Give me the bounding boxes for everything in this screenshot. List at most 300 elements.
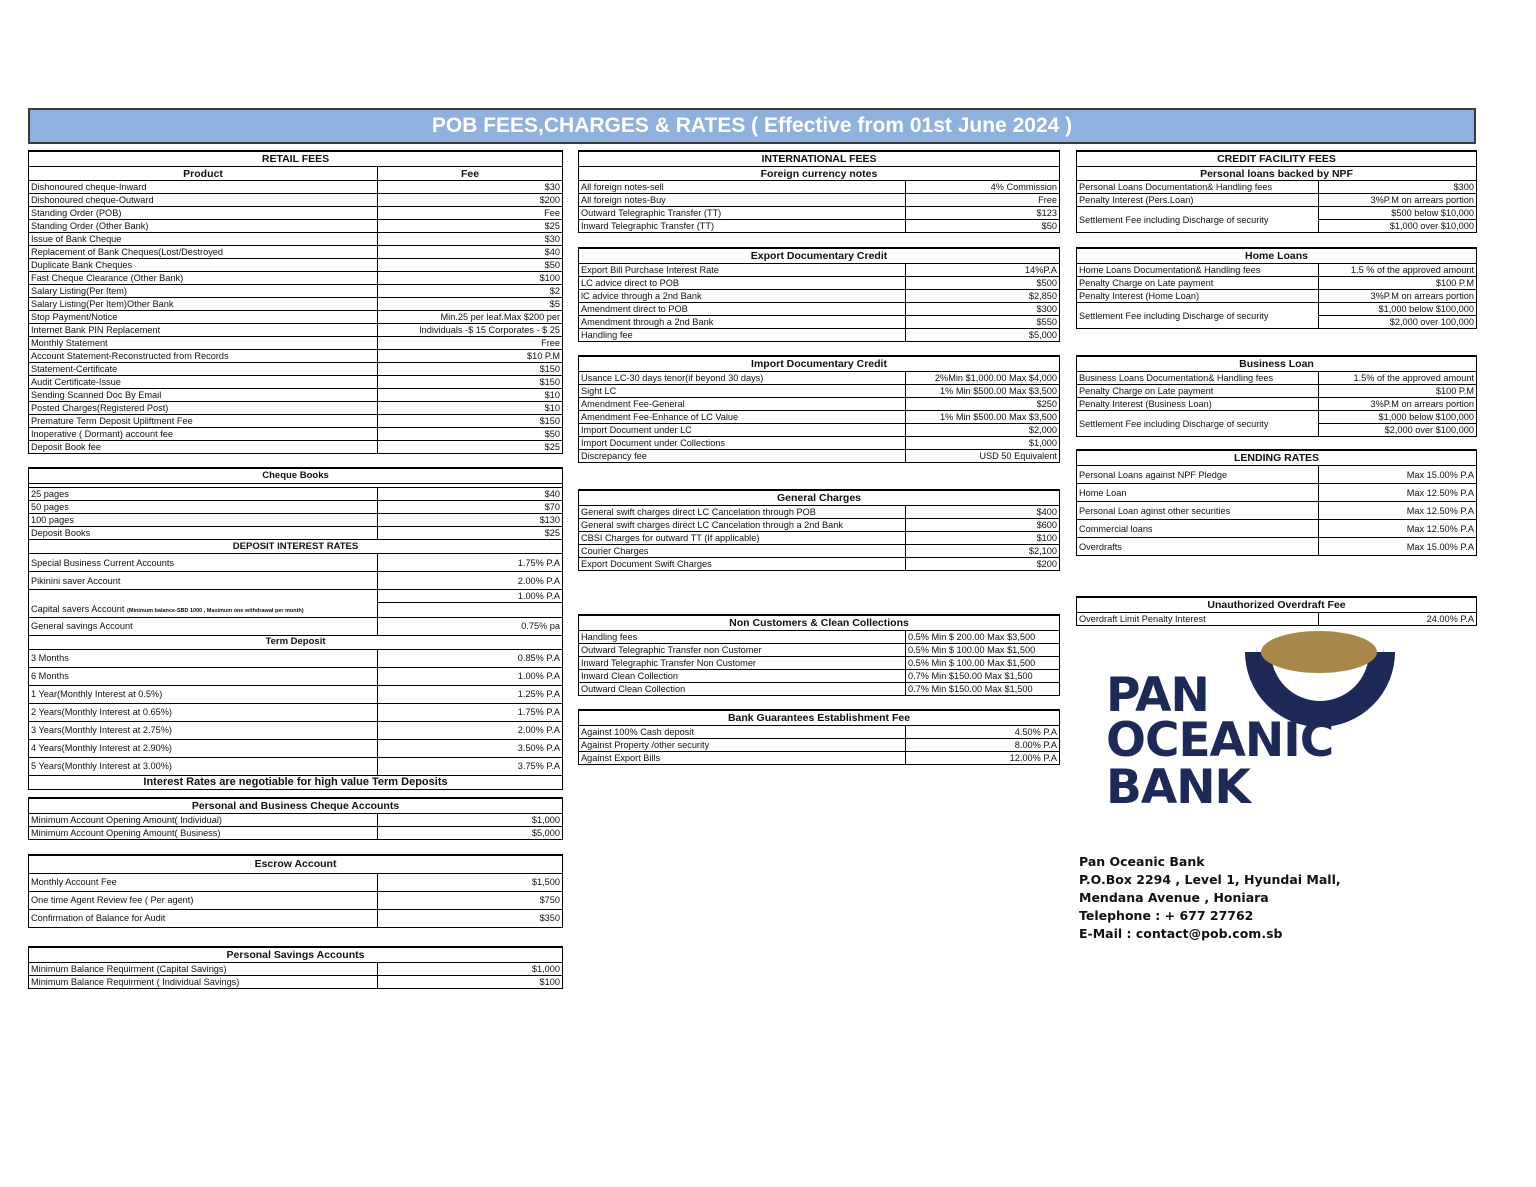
table-row bbox=[29, 721, 563, 739]
table-row-label: Amendment direct to POB bbox=[579, 303, 906, 316]
table-row-value: 3%P.M on arrears portion bbox=[1319, 398, 1477, 411]
table-row-value: $600 bbox=[906, 519, 1060, 532]
table-row-value: $2,850 bbox=[906, 290, 1060, 303]
table-row bbox=[1077, 194, 1477, 207]
table-row-label: Fast Cheque Clearance (Other Bank) bbox=[29, 272, 378, 285]
home-loans-table bbox=[1076, 247, 1477, 329]
international-heading: INTERNATIONAL FEES bbox=[579, 151, 1060, 167]
table-row-label: Personal Loan aginst other securities bbox=[1077, 502, 1319, 520]
table-row bbox=[29, 259, 563, 272]
table-row bbox=[29, 649, 563, 667]
table-row-value: $50 bbox=[378, 259, 563, 272]
table-row-value: 2%Min $1,000.00 Max $4,000 bbox=[906, 372, 1060, 385]
table-row-value: USD 50 Equivalent bbox=[906, 450, 1060, 463]
table-row-value: $40 bbox=[378, 488, 563, 501]
table-row bbox=[1077, 538, 1477, 556]
table-row bbox=[1077, 385, 1477, 398]
table-row bbox=[1077, 181, 1477, 194]
table-row bbox=[29, 667, 563, 685]
table-row bbox=[579, 450, 1060, 463]
overdraft-table bbox=[1076, 596, 1477, 626]
table-row-value: 1.5 % of the approved amount bbox=[1319, 264, 1477, 277]
table-row-value: Free bbox=[378, 337, 563, 350]
table-row-value: 3%P.M on arrears portion bbox=[1319, 290, 1477, 303]
table-row-value: $10 bbox=[378, 402, 563, 415]
table-row-label: Amendment Fee-Enhance of LC Value bbox=[579, 411, 906, 424]
credit-heading: CREDIT FACILITY FEES bbox=[1077, 151, 1477, 167]
table-row-label: 50 pages bbox=[29, 501, 378, 514]
table-row-value: $150 bbox=[378, 376, 563, 389]
table-row bbox=[29, 389, 563, 402]
lending-rates-table bbox=[1076, 449, 1477, 556]
table-row-value: Individuals -$ 15 Corporates - $ 25 bbox=[378, 324, 563, 337]
table-row bbox=[579, 220, 1060, 233]
table-row-value: 12.00% P.A bbox=[906, 752, 1060, 765]
retail-heading: RETAIL FEES bbox=[29, 151, 563, 167]
table-row bbox=[29, 233, 563, 246]
retail-fees-table bbox=[28, 150, 563, 454]
business-loan-heading: Business Loan bbox=[1077, 356, 1477, 372]
table-row-label: Discrepancy fee bbox=[579, 450, 906, 463]
table-row bbox=[579, 631, 1060, 644]
table-row bbox=[29, 272, 563, 285]
escrow-heading: Escrow Account bbox=[29, 855, 563, 874]
savings-table bbox=[28, 946, 563, 989]
table-row bbox=[29, 757, 563, 775]
table-row-label: Usance LC-30 days tenor(if beyond 30 days) bbox=[579, 372, 906, 385]
table-row-label: Deposit Book fee bbox=[29, 441, 378, 454]
table-row-label: Outward Telegraphic Transfer non Customer bbox=[579, 644, 906, 657]
table-row bbox=[1077, 502, 1477, 520]
table-row-value: Max 12.50% P.A bbox=[1319, 502, 1477, 520]
table-row-value: $300 bbox=[906, 303, 1060, 316]
table-row-label: Against 100% Cash deposit bbox=[579, 726, 906, 739]
table-row-value: $70 bbox=[378, 501, 563, 514]
table-row-value: $10 bbox=[378, 389, 563, 402]
table-row-value: Free bbox=[906, 194, 1060, 207]
table-row-label: Amendment Fee-General bbox=[579, 398, 906, 411]
table-row-value: Max 15.00% P.A bbox=[1319, 466, 1477, 484]
table-row-value: $100 P.M bbox=[1319, 385, 1477, 398]
settlement-value: $2,000 over $100,000 bbox=[1319, 424, 1477, 437]
table-row bbox=[29, 376, 563, 389]
table-row-label: Sight LC bbox=[579, 385, 906, 398]
table-row-label: Inoperative ( Dormant) account fee bbox=[29, 428, 378, 441]
table-row-label: 100 pages bbox=[29, 514, 378, 527]
table-row bbox=[579, 752, 1060, 765]
table-row-value: $40 bbox=[378, 246, 563, 259]
table-row-value: $1,000 bbox=[906, 437, 1060, 450]
table-row-value: 1% Min $500.00 Max $3,500 bbox=[906, 385, 1060, 398]
term-deposit-heading: Term Deposit bbox=[29, 635, 563, 649]
table-row-value: 3.75% P.A bbox=[378, 757, 563, 775]
table-row-value: 14%P.A bbox=[906, 264, 1060, 277]
table-row bbox=[579, 411, 1060, 424]
table-row-label: 6 Months bbox=[29, 667, 378, 685]
bank-logo bbox=[1106, 626, 1396, 816]
table-row-label: Special Business Current Accounts bbox=[29, 554, 378, 572]
table-row-label: Salary Listing(Per Item)Other Bank bbox=[29, 298, 378, 311]
table-row-label: Penalty Charge on Late payment bbox=[1077, 385, 1319, 398]
table-row-label: Audit Certificate-Issue bbox=[29, 376, 378, 389]
table-row bbox=[579, 290, 1060, 303]
table-row-label: Home Loans Documentation& Handling fees bbox=[1077, 264, 1319, 277]
table-row bbox=[579, 437, 1060, 450]
table-row bbox=[29, 415, 563, 428]
table-row-label: General swift charges direct LC Cancelation through a 2nd Bank bbox=[579, 519, 906, 532]
table-row-value: $2,000 bbox=[906, 424, 1060, 437]
table-row-value: $10 P.M bbox=[378, 350, 563, 363]
table-row-label: Salary Listing(Per Item) bbox=[29, 285, 378, 298]
table-row-label: 3 Months bbox=[29, 649, 378, 667]
table-row bbox=[579, 683, 1060, 696]
table-row-value: $200 bbox=[906, 558, 1060, 571]
table-row-label: Personal Loans against NPF Pledge bbox=[1077, 466, 1319, 484]
table-row-value: $150 bbox=[378, 415, 563, 428]
table-row-label: Export Document Swift Charges bbox=[579, 558, 906, 571]
savings-heading: Personal Savings Accounts bbox=[29, 947, 563, 963]
table-row-value: Min.25 per leaf.Max $200 per bbox=[378, 311, 563, 324]
table-row bbox=[29, 873, 563, 891]
table-row-value: $123 bbox=[906, 207, 1060, 220]
table-row bbox=[579, 545, 1060, 558]
product-header: Product bbox=[29, 167, 378, 181]
table-row-value: 0.5% Min $ 200.00 Max $3,500 bbox=[906, 631, 1060, 644]
contact-address: P.O.Box 2294 , Level 1, Hyundai Mall, bbox=[1079, 872, 1341, 887]
table-row-value: Max 15.00% P.A bbox=[1319, 538, 1477, 556]
table-row-label: Against Export Bills bbox=[579, 752, 906, 765]
table-row-value: $750 bbox=[378, 891, 563, 909]
table-row-label: Personal Loans Documentation& Handling fees bbox=[1077, 181, 1319, 194]
table-row bbox=[29, 909, 563, 927]
table-row-value: 3.50% P.A bbox=[378, 739, 563, 757]
table-row-value: $100 bbox=[378, 975, 563, 988]
table-row-label: All foreign notes-sell bbox=[579, 181, 906, 194]
table-row-label: Penalty Interest (Pers.Loan) bbox=[1077, 194, 1319, 207]
settlement-label: Settlement Fee including Discharge of security bbox=[1077, 207, 1319, 233]
table-row-label: Internet Bank PIN Replacement bbox=[29, 324, 378, 337]
table-row-label: General swift charges direct LC Cancelation through POB bbox=[579, 506, 906, 519]
table-row-value: 24.00% P.A bbox=[1319, 613, 1477, 626]
table-row-label: Sending Scanned Doc By Email bbox=[29, 389, 378, 402]
foreign-notes-heading: Foreign currency notes bbox=[579, 167, 1060, 181]
cheque-accounts-heading: Personal and Business Cheque Accounts bbox=[29, 798, 563, 814]
table-row-label: Commercial loans bbox=[1077, 520, 1319, 538]
table-row bbox=[1077, 372, 1477, 385]
table-row-label: Replacement of Bank Cheques(Lost/Destroyed bbox=[29, 246, 378, 259]
cheque-books-heading: Cheque Books bbox=[29, 468, 563, 484]
table-row-value: $2,100 bbox=[906, 545, 1060, 558]
import-lc-heading: Import Documentary Credit bbox=[579, 356, 1060, 372]
table-row-value: 1% Min $500.00 Max $3,500 bbox=[906, 411, 1060, 424]
table-row bbox=[29, 514, 563, 527]
table-row bbox=[29, 194, 563, 207]
table-row bbox=[579, 532, 1060, 545]
table-row-value: $100 bbox=[906, 532, 1060, 545]
table-row-label: Minimum Account Opening Amount( Individual) bbox=[29, 813, 378, 826]
table-row-value: 4% Commission bbox=[906, 181, 1060, 194]
table-row-label: 3 Years(Monthly Interest at 2.75%) bbox=[29, 721, 378, 739]
table-row-label: Standing Order (Other Bank) bbox=[29, 220, 378, 233]
table-row bbox=[579, 558, 1060, 571]
table-row bbox=[579, 739, 1060, 752]
general-charges-heading: General Charges bbox=[579, 490, 1060, 506]
table-row-label: Penalty Interest (Home Loan) bbox=[1077, 290, 1319, 303]
table-row bbox=[29, 220, 563, 233]
table-row bbox=[579, 329, 1060, 342]
table-row bbox=[579, 519, 1060, 532]
table-row bbox=[579, 398, 1060, 411]
table-row-value: $550 bbox=[906, 316, 1060, 329]
table-row-label: Duplicate Bank Cheques bbox=[29, 259, 378, 272]
table-row-value: $25 bbox=[378, 441, 563, 454]
table-row bbox=[579, 264, 1060, 277]
table-row bbox=[29, 363, 563, 376]
table-row bbox=[579, 303, 1060, 316]
contact-street: Mendana Avenue , Honiara bbox=[1079, 890, 1269, 905]
table-row-value: $30 bbox=[378, 233, 563, 246]
escrow-table bbox=[28, 854, 563, 928]
table-row-label: Overdraft Limit Penalty Interest bbox=[1077, 613, 1319, 626]
table-row-value: 3%P.M on arrears portion bbox=[1319, 194, 1477, 207]
table-row bbox=[579, 372, 1060, 385]
table-row bbox=[579, 277, 1060, 290]
settlement-value: $2,000 over 100,000 bbox=[1319, 316, 1477, 329]
export-lc-heading: Export Documentary Credit bbox=[579, 248, 1060, 264]
table-row bbox=[29, 488, 563, 501]
table-row bbox=[29, 337, 563, 350]
table-row bbox=[29, 324, 563, 337]
table-row-label: Home Loan bbox=[1077, 484, 1319, 502]
table-row-label: Against Property /other security bbox=[579, 739, 906, 752]
table-row bbox=[1077, 290, 1477, 303]
table-row bbox=[579, 670, 1060, 683]
table-row-value: $25 bbox=[378, 220, 563, 233]
table-row-label: LC advice direct to POB bbox=[579, 277, 906, 290]
settlement-label: Settlement Fee including Discharge of security bbox=[1077, 411, 1319, 437]
table-row bbox=[29, 527, 563, 540]
table-row-value: $130 bbox=[378, 514, 563, 527]
export-lc-table bbox=[578, 247, 1060, 342]
table-row-label: CBSI Charges for outward TT (If applicable) bbox=[579, 532, 906, 545]
contact-block bbox=[1079, 853, 1341, 943]
contact-telephone: Telephone : + 677 27762 bbox=[1079, 908, 1254, 923]
table-row-label: Standing Order (POB) bbox=[29, 207, 378, 220]
table-row-label: Premature Term Deposit Upliftment Fee bbox=[29, 415, 378, 428]
table-row-label: Minimum Balance Requirment (Capital Savings) bbox=[29, 962, 378, 975]
cheque-books-table bbox=[28, 467, 563, 790]
table-row-value: 1.00% P.A bbox=[378, 667, 563, 685]
table-row-value: 4.50% P.A bbox=[906, 726, 1060, 739]
settlement-value: $500 below $10,000 bbox=[1319, 207, 1477, 220]
table-row bbox=[1077, 398, 1477, 411]
table-row-label: Inward Telegraphic Transfer Non Customer bbox=[579, 657, 906, 670]
table-row-label: 25 pages bbox=[29, 488, 378, 501]
capital-savers-label: Capital savers Account bbox=[31, 603, 125, 614]
table-row-label: Monthly Account Fee bbox=[29, 873, 378, 891]
table-row-label: Business Loans Documentation& Handling fees bbox=[1077, 372, 1319, 385]
npf-loans-heading: Personal loans backed by NPF bbox=[1077, 167, 1477, 181]
table-row-value: Fee bbox=[378, 207, 563, 220]
table-row-label: Penalty Charge on Late payment bbox=[1077, 277, 1319, 290]
table-row-label: lC advice through a 2nd Bank bbox=[579, 290, 906, 303]
capital-savers-note: (Minimum balance-SBD 1000 , Maximum one withdrawal per month) bbox=[127, 607, 304, 614]
table-row-label: Inward Telegraphic Transfer (TT) bbox=[579, 220, 906, 233]
table-row bbox=[579, 194, 1060, 207]
table-row-value: 0.85% P.A bbox=[378, 649, 563, 667]
table-row-label: 2 Years(Monthly Interest at 0.65%) bbox=[29, 703, 378, 721]
table-row-label: Confirmation of Balance for Audit bbox=[29, 909, 378, 927]
table-row-value: 0.5% Min $ 100.00 Max $1,500 bbox=[906, 657, 1060, 670]
international-table bbox=[578, 150, 1060, 233]
table-row bbox=[1077, 277, 1477, 290]
contact-name: Pan Oceanic Bank bbox=[1079, 854, 1205, 869]
table-row-label: 4 Years(Monthly Interest at 2.90%) bbox=[29, 739, 378, 757]
table-row-value: $150 bbox=[378, 363, 563, 376]
table-row-label: Outward Telegraphic Transfer (TT) bbox=[579, 207, 906, 220]
table-row bbox=[29, 739, 563, 757]
table-row-label: Monthly Statement bbox=[29, 337, 378, 350]
table-row-value: $300 bbox=[1319, 181, 1477, 194]
table-row-value: 2.00% P.A bbox=[378, 572, 563, 590]
table-row bbox=[29, 813, 563, 826]
deposit-rates-heading: DEPOSIT INTEREST RATES bbox=[29, 540, 563, 554]
capital-savers-rate: 1.00% P.A bbox=[378, 590, 563, 603]
table-row-value: $5 bbox=[378, 298, 563, 311]
table-row-value: 0.5% Min $ 100.00 Max $1,500 bbox=[906, 644, 1060, 657]
table-row-value: $250 bbox=[906, 398, 1060, 411]
table-row-label: Handling fee bbox=[579, 329, 906, 342]
contact-email[interactable]: E-Mail : contact@pob.com.sb bbox=[1079, 926, 1283, 941]
table-row bbox=[29, 285, 563, 298]
table-row bbox=[579, 644, 1060, 657]
non-customers-table bbox=[578, 614, 1060, 696]
table-row-value: $2 bbox=[378, 285, 563, 298]
table-row-value: 0.75% pa bbox=[378, 617, 563, 635]
table-row-value: 1.5% of the approved amount bbox=[1319, 372, 1477, 385]
table-row bbox=[579, 316, 1060, 329]
table-row-label: Dishonoured cheque-Outward bbox=[29, 194, 378, 207]
table-row-label: Outward Clean Collection bbox=[579, 683, 906, 696]
table-row-label: Stop Payment/Notice bbox=[29, 311, 378, 324]
table-row bbox=[579, 181, 1060, 194]
table-row-label: Overdrafts bbox=[1077, 538, 1319, 556]
non-customers-heading: Non Customers & Clean Collections bbox=[579, 615, 1060, 631]
table-row-value: 1.25% P.A bbox=[378, 685, 563, 703]
table-row-value: 1.75% P.A bbox=[378, 703, 563, 721]
table-row-label: 1 Year(Monthly Interest at 0.5%) bbox=[29, 685, 378, 703]
table-row bbox=[1077, 520, 1477, 538]
table-row bbox=[29, 181, 563, 194]
table-row-value: $25 bbox=[378, 527, 563, 540]
table-row-label: Minimum Account Opening Amount( Business) bbox=[29, 826, 378, 839]
table-row-label: All foreign notes-Buy bbox=[579, 194, 906, 207]
settlement-label: Settlement Fee including Discharge of security bbox=[1077, 303, 1319, 329]
table-row bbox=[1077, 613, 1477, 626]
table-row-value: $400 bbox=[906, 506, 1060, 519]
table-row bbox=[29, 975, 563, 988]
term-deposit-note: Interest Rates are negotiable for high value Term Deposits bbox=[29, 775, 563, 789]
table-row bbox=[29, 298, 563, 311]
international-column bbox=[578, 150, 1059, 765]
table-row-value: Max 12.50% P.A bbox=[1319, 520, 1477, 538]
table-row-label: One time Agent Review fee ( Per agent) bbox=[29, 891, 378, 909]
lending-rates-heading: LENDING RATES bbox=[1077, 450, 1477, 466]
table-row bbox=[29, 891, 563, 909]
table-row bbox=[579, 424, 1060, 437]
table-row-value: $100 bbox=[378, 272, 563, 285]
table-row-value: 0.7% Min $150.00 Max $1,500 bbox=[906, 683, 1060, 696]
settlement-value: $1,000 below $100,000 bbox=[1319, 303, 1477, 316]
table-row-label: Account Statement-Reconstructed from Records bbox=[29, 350, 378, 363]
guarantees-heading: Bank Guarantees Establishment Fee bbox=[579, 710, 1060, 726]
table-row-value: $1,000 bbox=[378, 962, 563, 975]
table-row bbox=[1077, 264, 1477, 277]
logo-text-pan: PAN bbox=[1106, 668, 1209, 723]
table-row-value: $500 bbox=[906, 277, 1060, 290]
table-row-value: Max 12.50% P.A bbox=[1319, 484, 1477, 502]
guarantees-table bbox=[578, 709, 1060, 765]
table-row-label: Penalty Interest (Business Loan) bbox=[1077, 398, 1319, 411]
table-row-value: 1.75% P.A bbox=[378, 554, 563, 572]
table-row-label: Handling fees bbox=[579, 631, 906, 644]
table-row bbox=[579, 207, 1060, 220]
table-row-label: Dishonoured cheque-Inward bbox=[29, 181, 378, 194]
table-row-value: 0.7% Min $150.00 Max $1,500 bbox=[906, 670, 1060, 683]
table-row-label: General savings Account bbox=[29, 617, 378, 635]
logo-text-oceanic: OCEANIC bbox=[1106, 713, 1334, 768]
table-row-value: $5,000 bbox=[906, 329, 1060, 342]
table-row bbox=[579, 726, 1060, 739]
settlement-value: $1,000 over $10,000 bbox=[1319, 220, 1477, 233]
table-row-value: $1,000 bbox=[378, 813, 563, 826]
table-row-label: Statement-Certificate bbox=[29, 363, 378, 376]
table-row-label: Posted Charges(Registered Post) bbox=[29, 402, 378, 415]
table-row-value: $200 bbox=[378, 194, 563, 207]
table-row-label: Import Document under LC bbox=[579, 424, 906, 437]
table-row-label: Inward Clean Collection bbox=[579, 670, 906, 683]
overdraft-heading: Unauthorized Overdraft Fee bbox=[1077, 597, 1477, 613]
table-row bbox=[29, 703, 563, 721]
table-row-value: $1,500 bbox=[378, 873, 563, 891]
table-row bbox=[579, 506, 1060, 519]
cheque-accounts-table bbox=[28, 797, 563, 840]
table-row bbox=[29, 311, 563, 324]
table-row-value: $30 bbox=[378, 181, 563, 194]
credit-table bbox=[1076, 150, 1477, 233]
home-loans-heading: Home Loans bbox=[1077, 248, 1477, 264]
table-row bbox=[29, 207, 563, 220]
table-row-label: Import Document under Collections bbox=[579, 437, 906, 450]
table-row bbox=[29, 350, 563, 363]
table-row-value: $5,000 bbox=[378, 826, 563, 839]
table-row bbox=[1077, 466, 1477, 484]
table-row-value: 2.00% P.A bbox=[378, 721, 563, 739]
table-row-label: Deposit Books bbox=[29, 527, 378, 540]
table-row-label: Pikinini saver Account bbox=[29, 572, 378, 590]
table-row-label: 5 Years(Monthly Interest at 3.00%) bbox=[29, 757, 378, 775]
table-row bbox=[29, 826, 563, 839]
table-row-value: $350 bbox=[378, 909, 563, 927]
general-charges-table bbox=[578, 489, 1060, 571]
table-row bbox=[29, 441, 563, 454]
credit-column bbox=[1076, 150, 1476, 626]
settlement-value: $1,000 below $100,000 bbox=[1319, 411, 1477, 424]
table-row-value: $50 bbox=[906, 220, 1060, 233]
page-title: POB FEES,CHARGES & RATES ( Effective from 01st June 2024 ) bbox=[28, 108, 1476, 144]
table-row bbox=[29, 685, 563, 703]
table-row bbox=[1077, 484, 1477, 502]
